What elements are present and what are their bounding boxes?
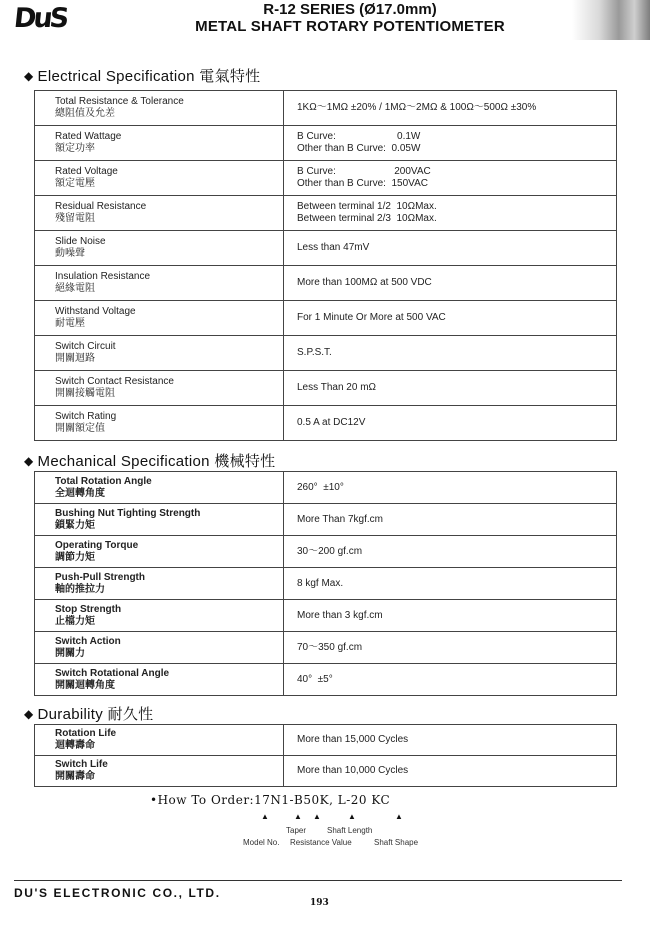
spec-label-zh: 總阻值及允差 xyxy=(55,108,115,119)
spec-label-cell xyxy=(35,196,284,231)
spec-label-en: Switch Rotational Angle xyxy=(55,667,170,679)
spec-label-cell xyxy=(35,406,284,441)
spec-value-cell xyxy=(284,266,617,301)
spec-label-zh: 軸的推拉力 xyxy=(55,583,105,595)
arrow-up-icon: ▲ xyxy=(313,812,321,821)
spec-row xyxy=(35,600,617,632)
spec-row xyxy=(35,504,617,536)
spec-value: 70～350 gf.cm xyxy=(297,641,363,653)
spec-value-cell xyxy=(284,161,617,196)
spec-label-zh: 止檔力矩 xyxy=(55,615,95,627)
spec-value-cell xyxy=(284,536,617,568)
spec-value: More than 10,000 Cycles xyxy=(297,765,409,776)
spec-row xyxy=(35,161,617,196)
spec-label-en: Switch Contact Resistance xyxy=(55,376,174,387)
spec-row xyxy=(35,632,617,664)
spec-value: S.P.S.T. xyxy=(297,347,332,358)
spec-label-cell xyxy=(35,600,284,632)
spec-label-cell xyxy=(35,91,284,126)
spec-label-cell xyxy=(35,568,284,600)
spec-row xyxy=(35,266,617,301)
spec-value: Less than 47mV xyxy=(297,242,370,253)
order-label-resistance-value: Resistance Value xyxy=(290,838,352,847)
diamond-bullet-icon: ◆ xyxy=(24,69,34,83)
spec-value-cell xyxy=(284,371,617,406)
durability-spec-table xyxy=(34,724,617,787)
spec-label-zh: 調節力矩 xyxy=(55,551,95,563)
spec-label-zh: 額定功率 xyxy=(55,143,95,154)
spec-label-en: Rated Wattage xyxy=(55,131,122,142)
spec-value: B Curve: 0.1W xyxy=(297,131,421,142)
spec-value: 40° ±5° xyxy=(297,673,333,685)
spec-label-cell xyxy=(35,231,284,266)
spec-value-cell xyxy=(284,196,617,231)
spec-label-cell xyxy=(35,161,284,196)
spec-label-en: Switch Life xyxy=(55,759,108,770)
spec-value-cell xyxy=(284,725,617,756)
spec-value: 260° ±10° xyxy=(297,481,344,493)
spec-label-zh: 開關接觸電阻 xyxy=(55,388,115,399)
spec-value-cell xyxy=(284,756,617,787)
spec-value: More Than 7kgf.cm xyxy=(297,513,383,525)
spec-label-en: Bushing Nut Tighting Strength xyxy=(55,507,201,519)
spec-label-zh: 開關迴路 xyxy=(55,353,95,364)
page-number: 193 xyxy=(310,898,329,908)
spec-label-cell xyxy=(35,266,284,301)
spec-label-en: Rated Voltage xyxy=(55,166,118,177)
spec-row xyxy=(35,756,617,787)
spec-row xyxy=(35,301,617,336)
spec-label-en: Switch Rating xyxy=(55,411,117,422)
spec-value: More than 15,000 Cycles xyxy=(297,734,409,745)
company-logo: DuS xyxy=(12,3,68,34)
spec-row xyxy=(35,406,617,441)
spec-value: Less Than 20 mΩ xyxy=(297,382,376,393)
arrow-up-icon: ▲ xyxy=(395,812,403,821)
spec-label-zh: 全迴轉角度 xyxy=(55,487,105,499)
spec-label-en: Stop Strength xyxy=(55,603,122,615)
spec-label-cell xyxy=(35,126,284,161)
order-label-shaft-length: Shaft Length xyxy=(327,826,373,835)
spec-value-cell xyxy=(284,600,617,632)
spec-value-cell xyxy=(284,406,617,441)
spec-label-en: Rotation Life xyxy=(55,728,117,739)
electrical-heading: ◆ Electrical Specification 電氣特性 xyxy=(24,68,261,85)
spec-label-zh: 耐電壓 xyxy=(55,318,85,329)
spec-label-en: Operating Torque xyxy=(55,539,139,551)
spec-row xyxy=(35,336,617,371)
spec-label-en: Switch Circuit xyxy=(55,341,116,352)
spec-row xyxy=(35,568,617,600)
spec-label-en: Switch Action xyxy=(55,635,121,647)
order-label-taper: Taper xyxy=(286,826,307,835)
spec-value-cell xyxy=(284,336,617,371)
company-name: DU'S ELECTRONIC CO., LTD. xyxy=(14,886,221,900)
spec-value: 0.5 A at DC12V xyxy=(297,417,366,428)
spec-label-cell xyxy=(35,301,284,336)
spec-label-cell xyxy=(35,371,284,406)
how-to-order: •How To Order:17N1-B50K, L-20 KC xyxy=(150,793,391,807)
spec-label-cell xyxy=(35,632,284,664)
product-title: METAL SHAFT ROTARY POTENTIOMETER xyxy=(195,18,505,35)
series-title: R-12 SERIES (Ø17.0mm) xyxy=(263,1,437,18)
spec-value: 30～200 gf.cm xyxy=(297,545,363,557)
spec-row xyxy=(35,91,617,126)
arrow-up-icon: ▲ xyxy=(294,812,302,821)
spec-value: More than 3 kgf.cm xyxy=(297,609,383,621)
spec-value-cell xyxy=(284,568,617,600)
spec-row xyxy=(35,664,617,696)
spec-label-en: Total Rotation Angle xyxy=(55,475,152,487)
spec-label-zh: 絕緣電阻 xyxy=(55,283,95,294)
electrical-spec-table xyxy=(34,90,617,441)
spec-value: 8 kgf Max. xyxy=(297,577,344,589)
spec-value: B Curve: 200VAC xyxy=(297,166,431,177)
spec-label-zh: 動噪聲 xyxy=(55,248,85,259)
product-photo xyxy=(572,0,650,40)
spec-row xyxy=(35,725,617,756)
spec-label-cell xyxy=(35,756,284,787)
spec-value-cell xyxy=(284,664,617,696)
spec-value: 1KΩ～1MΩ ±20% / 1MΩ～2MΩ & 100Ω～500Ω ±30% xyxy=(297,102,537,113)
spec-value-cell xyxy=(284,632,617,664)
arrow-up-icon: ▲ xyxy=(261,812,269,821)
spec-label-en: Residual Resistance xyxy=(55,201,147,212)
diamond-bullet-icon: ◆ xyxy=(24,454,34,468)
spec-value-cell xyxy=(284,504,617,536)
spec-label-cell xyxy=(35,664,284,696)
spec-label-cell xyxy=(35,336,284,371)
spec-value-cell xyxy=(284,231,617,266)
arrow-up-icon: ▲ xyxy=(348,812,356,821)
spec-value-cell xyxy=(284,126,617,161)
spec-label-cell xyxy=(35,472,284,504)
spec-label-cell xyxy=(35,504,284,536)
spec-label-zh: 鎖緊力矩 xyxy=(55,519,95,531)
spec-value-line2: Other than B Curve: 0.05W xyxy=(297,143,421,154)
spec-row xyxy=(35,371,617,406)
spec-value-cell xyxy=(284,301,617,336)
spec-label-en: Push-Pull Strength xyxy=(55,571,145,583)
mechanical-spec-table xyxy=(34,471,617,696)
spec-label-en: Slide Noise xyxy=(55,236,106,247)
spec-row xyxy=(35,472,617,504)
spec-label-zh: 開關額定值 xyxy=(55,423,105,434)
diamond-bullet-icon: ◆ xyxy=(24,707,34,721)
spec-label-cell xyxy=(35,536,284,568)
spec-value: Between terminal 1/2 10ΩMax. xyxy=(297,201,437,212)
spec-label-zh: 開關力 xyxy=(55,647,85,659)
spec-value-cell xyxy=(284,472,617,504)
spec-row xyxy=(35,536,617,568)
order-label-model-no: Model No. xyxy=(243,838,280,847)
footer-divider xyxy=(14,880,622,881)
order-label-shaft-shape: Shaft Shape xyxy=(374,838,419,847)
durability-heading: ◆ Durability 耐久性 xyxy=(24,706,154,723)
mechanical-heading: ◆ Mechanical Specification 機械特性 xyxy=(24,453,276,470)
spec-label-en: Insulation Resistance xyxy=(55,271,151,282)
spec-value-line2: Other than B Curve: 150VAC xyxy=(297,178,428,189)
spec-value: More than 100MΩ at 500 VDC xyxy=(297,277,432,288)
spec-label-zh: 開關迴轉角度 xyxy=(55,679,115,691)
spec-label-en: Withstand Voltage xyxy=(55,306,136,317)
spec-label-zh: 殘留電阻 xyxy=(55,213,95,224)
spec-value-line2: Between terminal 2/3 10ΩMax. xyxy=(297,213,437,224)
spec-row xyxy=(35,196,617,231)
spec-label-zh: 額定電壓 xyxy=(55,178,95,189)
spec-label-en: Total Resistance & Tolerance xyxy=(55,96,184,107)
spec-value: For 1 Minute Or More at 500 VAC xyxy=(297,312,446,323)
spec-label-zh: 迴轉壽命 xyxy=(55,740,95,751)
title-block xyxy=(180,2,520,36)
spec-label-cell xyxy=(35,725,284,756)
spec-row xyxy=(35,126,617,161)
page-header xyxy=(0,0,650,44)
spec-label-zh: 開關壽命 xyxy=(55,771,95,782)
spec-row xyxy=(35,231,617,266)
spec-value-cell xyxy=(284,91,617,126)
